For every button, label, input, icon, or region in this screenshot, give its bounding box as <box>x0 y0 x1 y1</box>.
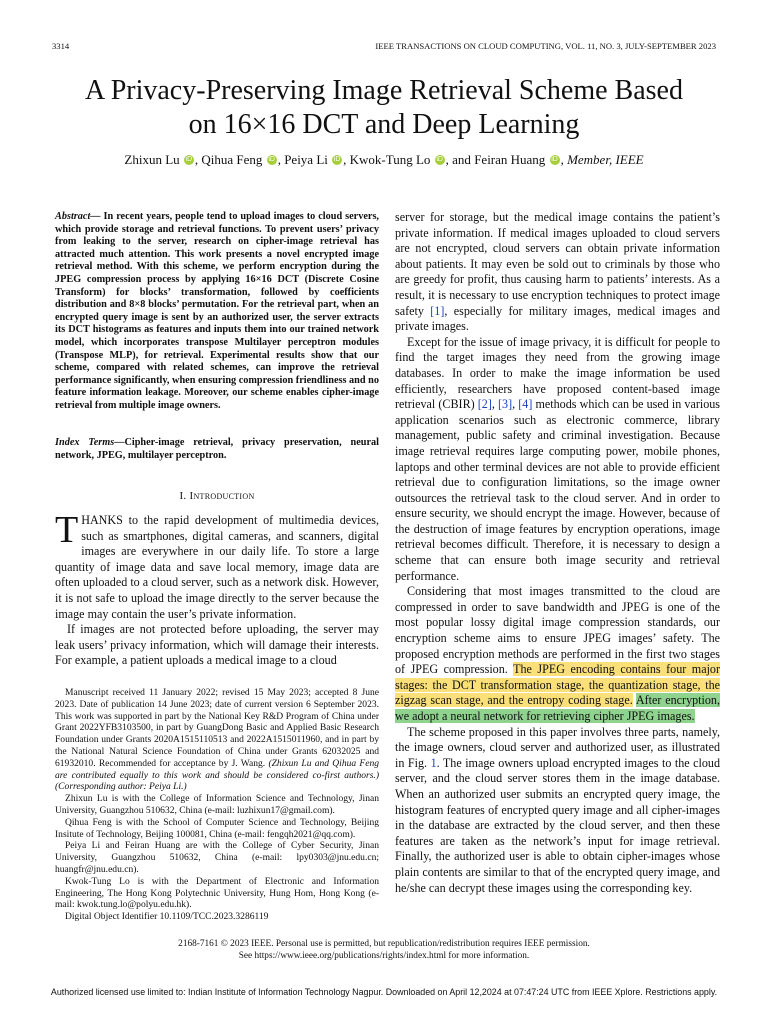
paper-title <box>30 74 738 142</box>
citation-link[interactable]: [2] <box>477 397 492 412</box>
footnote-affiliation: Zhixun Lu is with the College of Information Science and Technology, Jinan University, Guangzhou 510632, China (e-mail: luzhixun17@gmail.com). <box>55 793 379 816</box>
citation-link[interactable]: [4] <box>518 397 533 412</box>
paragraph <box>395 725 720 897</box>
footnote-affiliation: Peiya Li and Feiran Huang are with the College of Cyber Security, Jinan University, Guangzhou 510632, China (e-mail: lpy0303@jnu.edu.cn; huangfr@jnu.edu.cn). <box>55 840 379 875</box>
section-heading <box>55 490 379 502</box>
orcid-icon[interactable]: iD <box>551 156 558 163</box>
highlight-green: After encryption, we adopt a neural network for retrieving cipher JPEG images. <box>395 693 720 723</box>
paragraph-text: Considering that most images transmitted to the cloud are compressed in order to save bandwidth and JPEG is one of the most popular lossy digital image compression standards, our encryption scheme aims to ensure JPEG images’ safety. The proposed encryption methods are performed in the first two stages of JPEG compression. <box>395 584 720 677</box>
index-terms <box>55 437 379 462</box>
figure-link[interactable]: 1 <box>430 755 437 770</box>
copyright-line: 2168-7161 © 2023 IEEE. Personal use is permitted, but republication/redistribution requires IEEE permission. <box>178 939 590 949</box>
copyright-line: See https://www.ieee.org/publications/rights/index.html for more information. <box>238 950 530 961</box>
orcid-icon[interactable]: iD <box>185 156 193 163</box>
abstract-label: Abstract— <box>55 211 101 222</box>
highlight-yellow: The JPEG encoding contains four major stages: the DCT transformation stage, the quantization stage, the zigzag scan stage, and the entropy coding stage. <box>395 662 721 708</box>
license-notice: Authorized licensed use limited to: Indian Institute of Information Technology Nagpur. Downloaded on April 12,2024 at 07:47:24 UTC from IEEE Xplore. Restrictions apply. <box>50 987 718 997</box>
journal-name: IEEE TRANSACTIONS ON CLOUD COMPUTING, VOL. 11, NO. 3, JULY-SEPTEMBER 2023 <box>375 41 716 51</box>
copyright-notice <box>30 939 738 962</box>
paragraph <box>55 509 379 622</box>
paragraph: If images are not protected before uploading, the server may leak users’ privacy information, which will damage their interests. For example, a patient uploads a medical image to a cloud <box>55 622 379 668</box>
paragraph-text: , especially for military images, medical images and private images. <box>395 303 720 334</box>
title-line-2: on 16×16 DCT and Deep Learning <box>188 109 580 140</box>
footnote-manuscript <box>55 687 379 793</box>
separator: , <box>512 397 516 412</box>
author-name: Zhixun Lu <box>124 152 180 167</box>
author-name: Feiran Huang <box>474 152 546 167</box>
index-terms-text: —Cipher-image retrieval, privacy preservation, neural network, JPEG, multilayer perceptron. <box>55 437 380 461</box>
author-list: Zhixun Lu iD , Qihua Feng iD , Peiya Li iD , Kwok-Tung Lo iD , and Feiran Huang iD , Member, IEEE <box>124 152 644 167</box>
orcid-icon[interactable]: iD <box>436 156 443 163</box>
section-title: Introduction <box>189 490 255 502</box>
orcid-icon[interactable]: iD <box>333 156 341 163</box>
page-number: 3314 <box>52 41 70 51</box>
paragraph-text: methods which can be used in various application scenarios such as electronic commerce, library management, public safety and criminal investigation. Because image retrieval requires large computing power, mobile phones, laptops and other terminal devices are not able to provide efficient retrieval due to configuration limitations, so the image owner outsources the retrieval task to the cloud server. And in order to ensure security, we should encrypt the image. However, because of the destruction of image features by encryption operations, image retrieval becomes difficult. Therefore, it is necessary to design a scheme that can ensure both image security and retrieval performance. <box>395 397 721 583</box>
citation-link[interactable]: [3] <box>498 397 513 412</box>
right-column-text <box>395 210 720 896</box>
paragraph <box>395 210 720 335</box>
section-number: I. <box>179 490 187 502</box>
abstract-text: In recent years, people tend to upload images to cloud servers, which provide storage and retrieval functions. To prevent users’ privacy from leaking to the server, research on cipher-image retrieval has attracted much attention. This work presents a novel encrypted image retrieval method. With this scheme, we perform encryption during the JPEG compression process by applying 16×16 DCT (Discrete Cosine Transform) for blocks’ transformation, followed by coefficients distribution and 8×8 blocks’ permutation. For the retrieval part, when an encrypted query image is sent by an authorized user, the server extracts its DCT histograms as features and inputs them into our trained network model, which incorporates transpose Multilayer perceptron modules (Transpose MLP), for retrieval. Experimental results show that our scheme, compared with related schemes, can improve the retrieval performance significantly, when ensuring compression friendliness and no feature information leakage. Moreover, our scheme enables cipher-image retrieval from multiple image owners. <box>55 211 379 411</box>
paragraph-text: . The image owners upload encrypted images to the cloud server, and the cloud server stores them in the image database. When an authorized user submits an encrypted query image, the histogram features of encrypted query image and all cipher-images in the database are extracted by the cloud server, and then these features are taken as the network’s input for image retrieval. Finally, the authorized user is able to obtain cipher-images whose plain contents are similar to that of the encrypted query image, and he/she can decrypt these images using the corresponding key. <box>395 755 720 895</box>
footnote-affiliation: Kwok-Tung Lo is with the Department of Electronic and Information Engineering, The Hong Kong Polytechnic University, Hung Hom, Hong Kong (e-mail: kwok.tung.lo@polyu.edu.hk). <box>55 875 379 911</box>
paragraph-text: HANKS to the rapid development of multimedia devices, such as smartphones, digital cameras, and scanners, digital images are everywhere in our daily life. To store a large quantity of image data and save local memory, image data are often uploaded to a cloud server, such as a network disk. However, it is not safe to upload the image directly to the server because the image may contain the user’s private information. <box>55 513 379 621</box>
introduction-text <box>55 509 379 669</box>
drop-cap: T <box>55 509 79 551</box>
paragraph-text: Except for the issue of image privacy, it is difficult for people to find the target images they need from the growing image databases. In order to make the image information be used efficiently, researchers have proposed content-based image retrieval (CBIR) <box>395 334 720 412</box>
citation-link[interactable]: [1] <box>430 303 445 318</box>
author-name: Kwok-Tung Lo <box>349 152 431 167</box>
title-line-1: A Privacy-Preserving Image Retrieval Scheme Based <box>85 75 683 106</box>
author-name: Qihua Feng <box>201 152 263 167</box>
abstract <box>55 211 379 413</box>
author-conjunction: and <box>452 152 471 167</box>
footnote-text: Manuscript received 11 January 2022; revised 15 May 2023; accepted 8 June 2023. Date of publication 14 June 2023; date of current version 6 September 2023. This work was supported in part by the National Key R&D Program of China under Grant 2022YFB3103500, in part by GuangDong Basic and Applied Basic Research Foundation under Grants 2020A1515110513 and 2022A1515011960, and in part by the National Natural Science Foundation of China under Grants 62032025 and 61932010. Recommended for acceptance by J. Wang. <box>55 687 379 769</box>
author-name: Peiya Li <box>284 152 328 167</box>
separator: , <box>491 397 495 412</box>
index-terms-label: Index Terms <box>55 437 115 448</box>
member-designation: Member, IEEE <box>567 152 644 167</box>
footnote-italic: (Zhixun Lu and Qihua Feng are contributed equally to this work and should be considered co-first authors.) (Corresponding author: Peiya Li.) <box>55 757 379 793</box>
paragraph-text: The scheme proposed in this paper involves three parts, namely, the image owners, cloud server and authorized user, as illustrated in Fig. <box>395 724 720 770</box>
orcid-icon[interactable]: iD <box>268 156 275 163</box>
footnote-affiliation: Qihua Feng is with the School of Computer Science and Technology, Beijing Insitute of Technology, Beijing 100081, China (e-mail: fengqh2021@qq.com). <box>55 816 379 840</box>
paragraph <box>395 335 720 585</box>
paragraph-text: server for storage, but the medical image contains the patient’s private information. If medical images uploaded to cloud servers are not encrypted, cloud servers can obtain private information about patients. It may even be sold out to criminals by those who are greedy for profit, thus causing harm to patients’ interests. As a result, it is necessary to use encryption techniques to protect image safety <box>395 210 720 318</box>
footnotes <box>55 687 379 923</box>
paragraph <box>395 584 720 724</box>
footnote-doi: Digital Object Identifier 10.1109/TCC.2023.3286119 <box>65 911 269 923</box>
running-header <box>52 41 716 53</box>
